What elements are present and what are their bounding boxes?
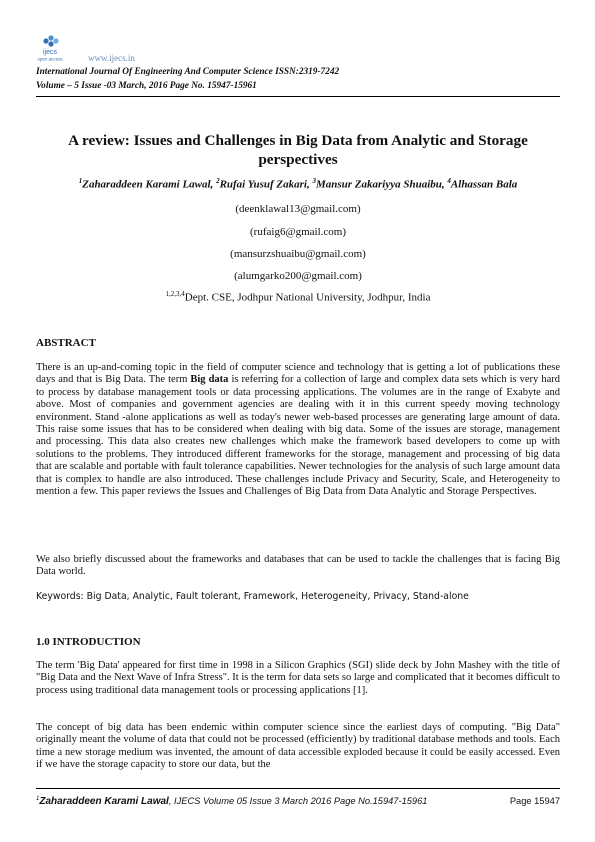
header-rule <box>36 96 560 97</box>
abstract-heading: ABSTRACT <box>36 337 96 349</box>
footer-rule <box>36 788 560 789</box>
page-number: Page 15947 <box>509 796 560 806</box>
volume-line: Volume – 5 Issue -03 March, 2016 Page No. 15947-15961 <box>36 81 257 91</box>
author-email: (mansurzshuaibu@gmail.com) <box>230 248 366 260</box>
affiliation: $^{1,2,3,4}$Dept. CSE, Jodhpur National University, Jodhpur, India <box>165 290 431 304</box>
author-email: (deenklawal13@gmail.com) <box>235 203 361 215</box>
author-email: (rufaig6@gmail.com) <box>250 226 346 238</box>
section-heading: 1.0 INTRODUCTION <box>36 636 141 648</box>
intro-paragraph: The term 'Big Data' appeared for first time in 1998 in a Silicon Graphics (SGI) slide deck by John Mashey with the title of "Big Data and the Next Wave of Infra Stress". It is the term for data sets so large and complicated that it becomes difficult to process using traditional data management tools or processing applications [1]. <box>36 660 560 696</box>
paper-title: A review: Issues and Challenges in Big Data from Analytic and Storage perspectives <box>68 132 528 168</box>
journal-line: International Journal Of Engineering And Computer Science ISSN:2319-7242 <box>36 67 340 77</box>
abstract-paragraph: There is an up-and-coming topic in the field of computer science and technology that is getting a lot of publications these days and that is Big Data. The term Big data is referring for a collection of large and complex data sets which is very hard to process by database management tools or data processing applications. The volumes are in the range of Exabyte and above. Most of companies and government agencies are dealing with it in this current speedy moving technology environment. Stand -alone applications as well as today's newer web-based processes are generating large amount of data. This raise some issues that has to be considered when dealing with big data. Some of the issues are storage, management and processing. This data also creates new challenges which make the framework based developers to come up with solutions to the problems. They introduced different frameworks for the storage, management and processing of big data that are scalable and portable with fault tolerance capabilities. Newer technologies for the analysis of such large amount data that is complex to handle are also introduced. These challenges include Privacy and Security, Scale, and Heterogeneity to mention a few. This paper reviews the Issues and Challenges of Big Data from Data Analytic and Storage Perspectives. <box>36 362 560 498</box>
footer-citation: $^1$Zaharaddeen Karami Lawal, IJECS Volume 05 Issue 3 March 2016 Page No.15947-15961 <box>36 796 428 808</box>
logo-subtext: open access <box>37 56 63 62</box>
author-email: (alumgarko200@gmail.com) <box>234 270 362 282</box>
logo-text: ijecs <box>42 49 58 56</box>
intro-paragraph-2: The concept of big data has been endemic within computer science since the earliest days of computing. "Big Data" originally meant the volume of data that could not be processed (efficiently) by traditional database methods and tools. Each time a new storage medium was invented, the amount of data accessible exploded because it could be easily accessed. Even if we have the storage capacity to store our data, but the <box>36 722 560 771</box>
keywords: Keywords: Big Data, Analytic, Fault tolerant, Framework, Heterogeneity, Privacy, Stand-alone <box>36 591 469 602</box>
author-list: $^1$Zaharaddeen Karami Lawal, $^2$Rufai Yusuf Zakari, $^3$Mansur Zakariyya Shuaibu, $^4$Alhassan Bala <box>78 177 518 191</box>
journal-logo <box>36 32 74 62</box>
journal-url[interactable]: www.ijecs.in <box>88 53 135 63</box>
abstract-paragraph-2: We also briefly discussed about the frameworks and databases that can be used to tackle the challenges that is facing Big Data world. <box>36 554 560 578</box>
